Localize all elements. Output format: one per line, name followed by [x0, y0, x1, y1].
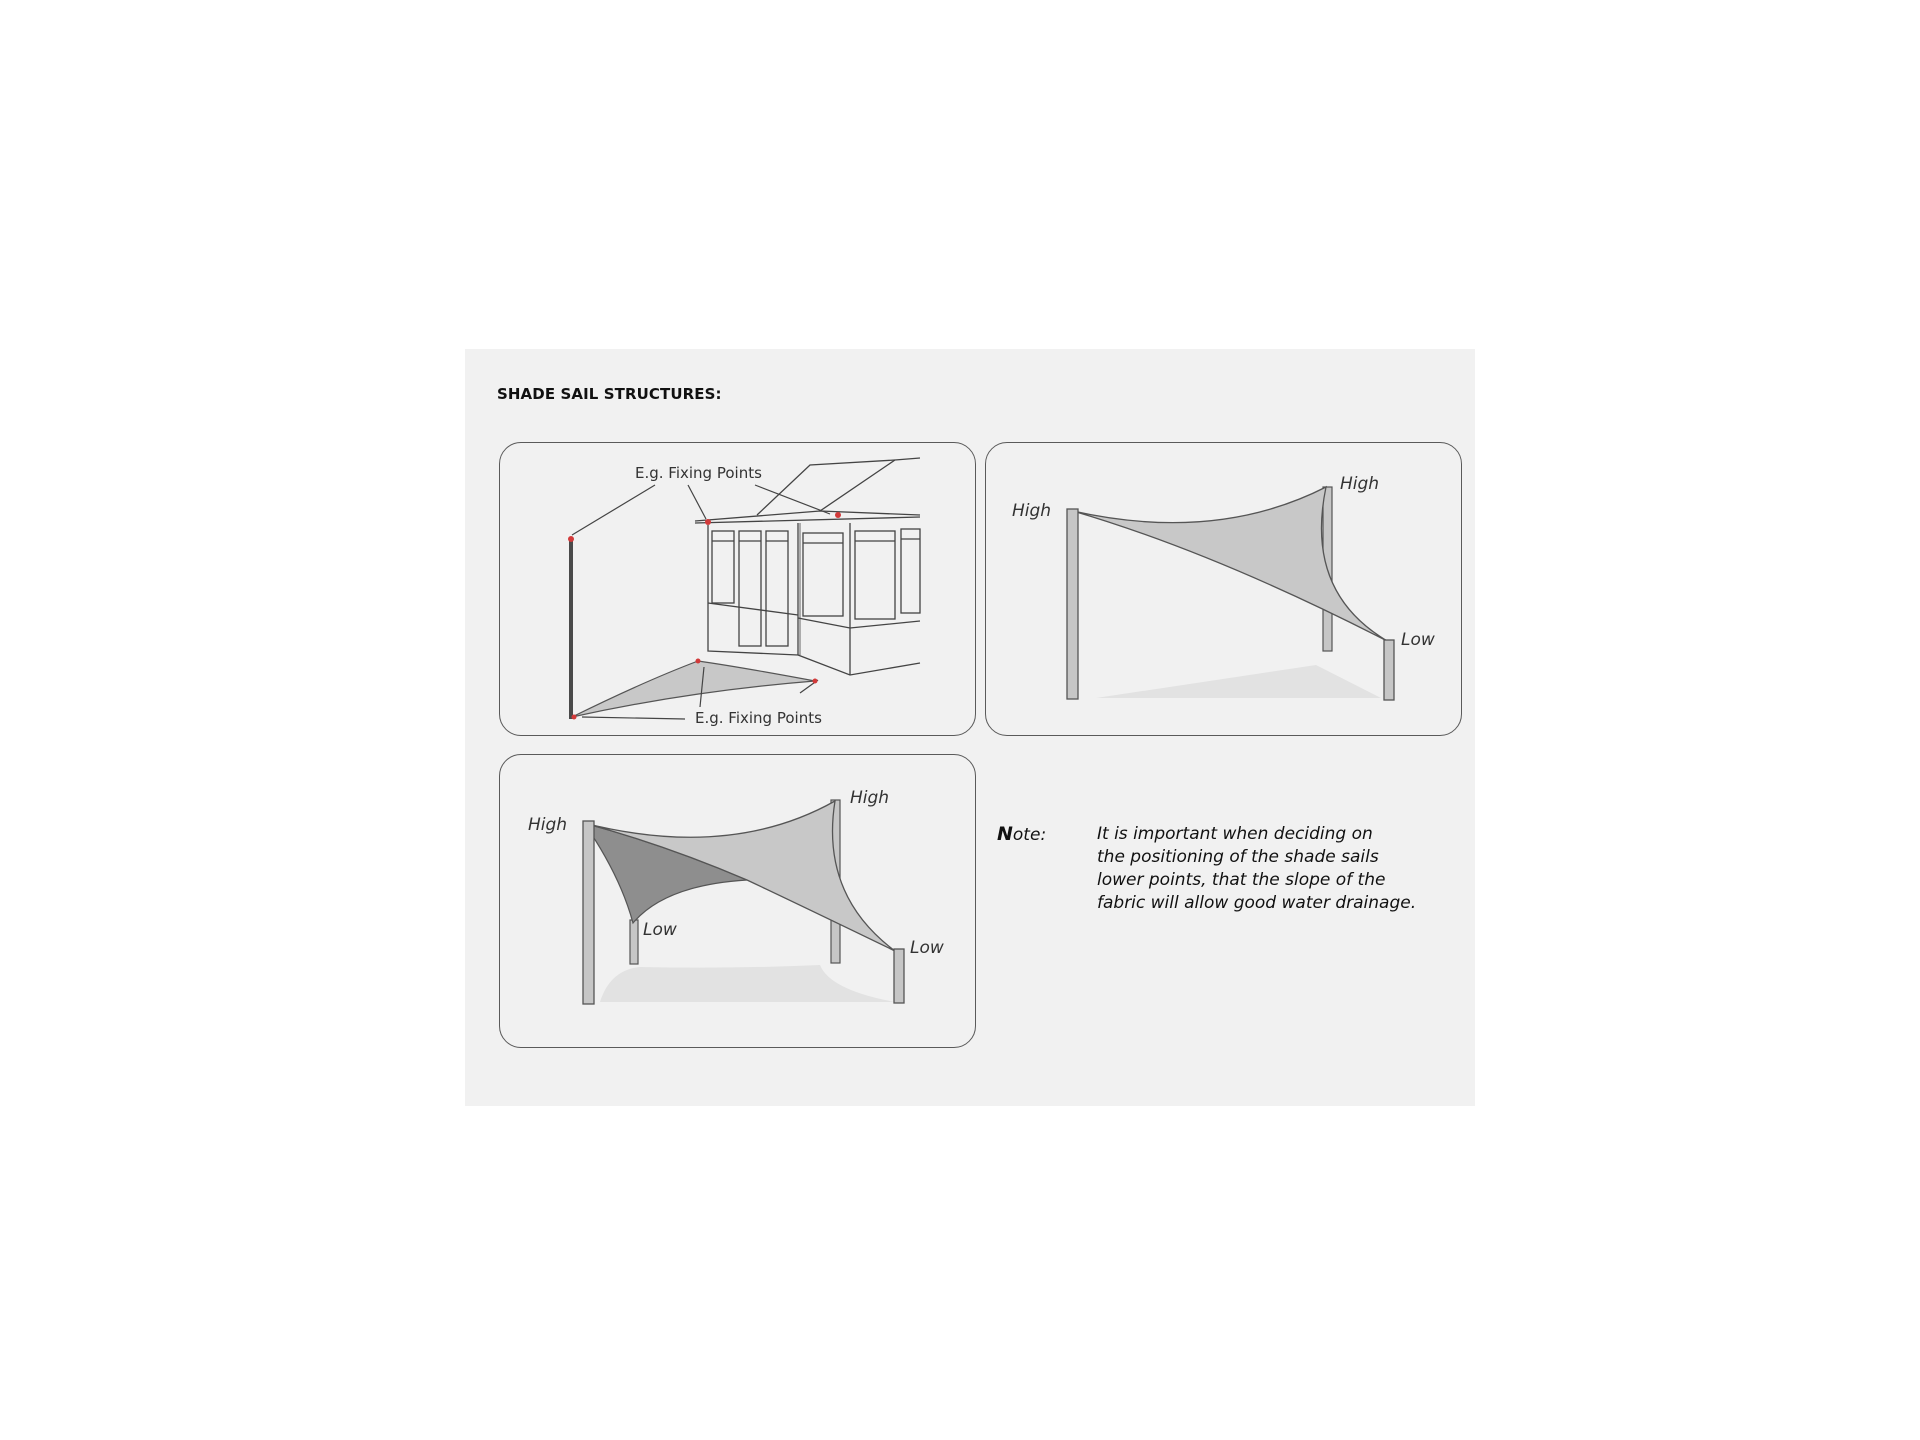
triangle-sail-illustration	[986, 443, 1462, 736]
panel-fixing-points	[499, 442, 976, 736]
label-high-right: High	[1340, 474, 1380, 494]
label-low-front: Low	[643, 920, 677, 940]
label-high-right: High	[850, 788, 890, 808]
note-label: Note:	[997, 823, 1047, 845]
pole-front-low	[630, 920, 638, 964]
pole	[569, 541, 573, 719]
note-line: lower points, that the slope of the	[1097, 870, 1386, 890]
panel-square-sail	[499, 754, 976, 1048]
note-line: the positioning of the shade sails	[1097, 847, 1379, 867]
note-text	[1097, 823, 1467, 915]
diagram-sheet	[465, 349, 1475, 1106]
pole-left-high	[1067, 509, 1078, 699]
label-high-left: High	[528, 815, 568, 835]
panel-triangle-sail	[985, 442, 1462, 736]
pole-right-low	[894, 949, 904, 1003]
note-line: It is important when deciding on	[1097, 824, 1373, 844]
pole-left-high	[583, 821, 594, 1004]
label-high-left: High	[1012, 501, 1052, 521]
fixing-points-label-top: E.g. Fixing Points	[635, 464, 762, 482]
square-sail-illustration	[500, 755, 976, 1048]
note-line: fabric will allow good water drainage.	[1097, 893, 1417, 913]
page-title: SHADE SAIL STRUCTURES:	[497, 385, 722, 403]
triangle-sail	[1073, 487, 1389, 642]
pole-right-low	[1384, 640, 1394, 700]
conservatory-house	[695, 458, 920, 675]
fixing-points-illustration	[500, 443, 976, 736]
label-low-right: Low	[910, 938, 944, 958]
sail-ground-shadow	[1096, 665, 1381, 698]
fixing-points-label-bottom: E.g. Fixing Points	[695, 709, 822, 727]
sail-ground-shadow	[600, 965, 895, 1002]
label-low-right: Low	[1401, 630, 1435, 650]
